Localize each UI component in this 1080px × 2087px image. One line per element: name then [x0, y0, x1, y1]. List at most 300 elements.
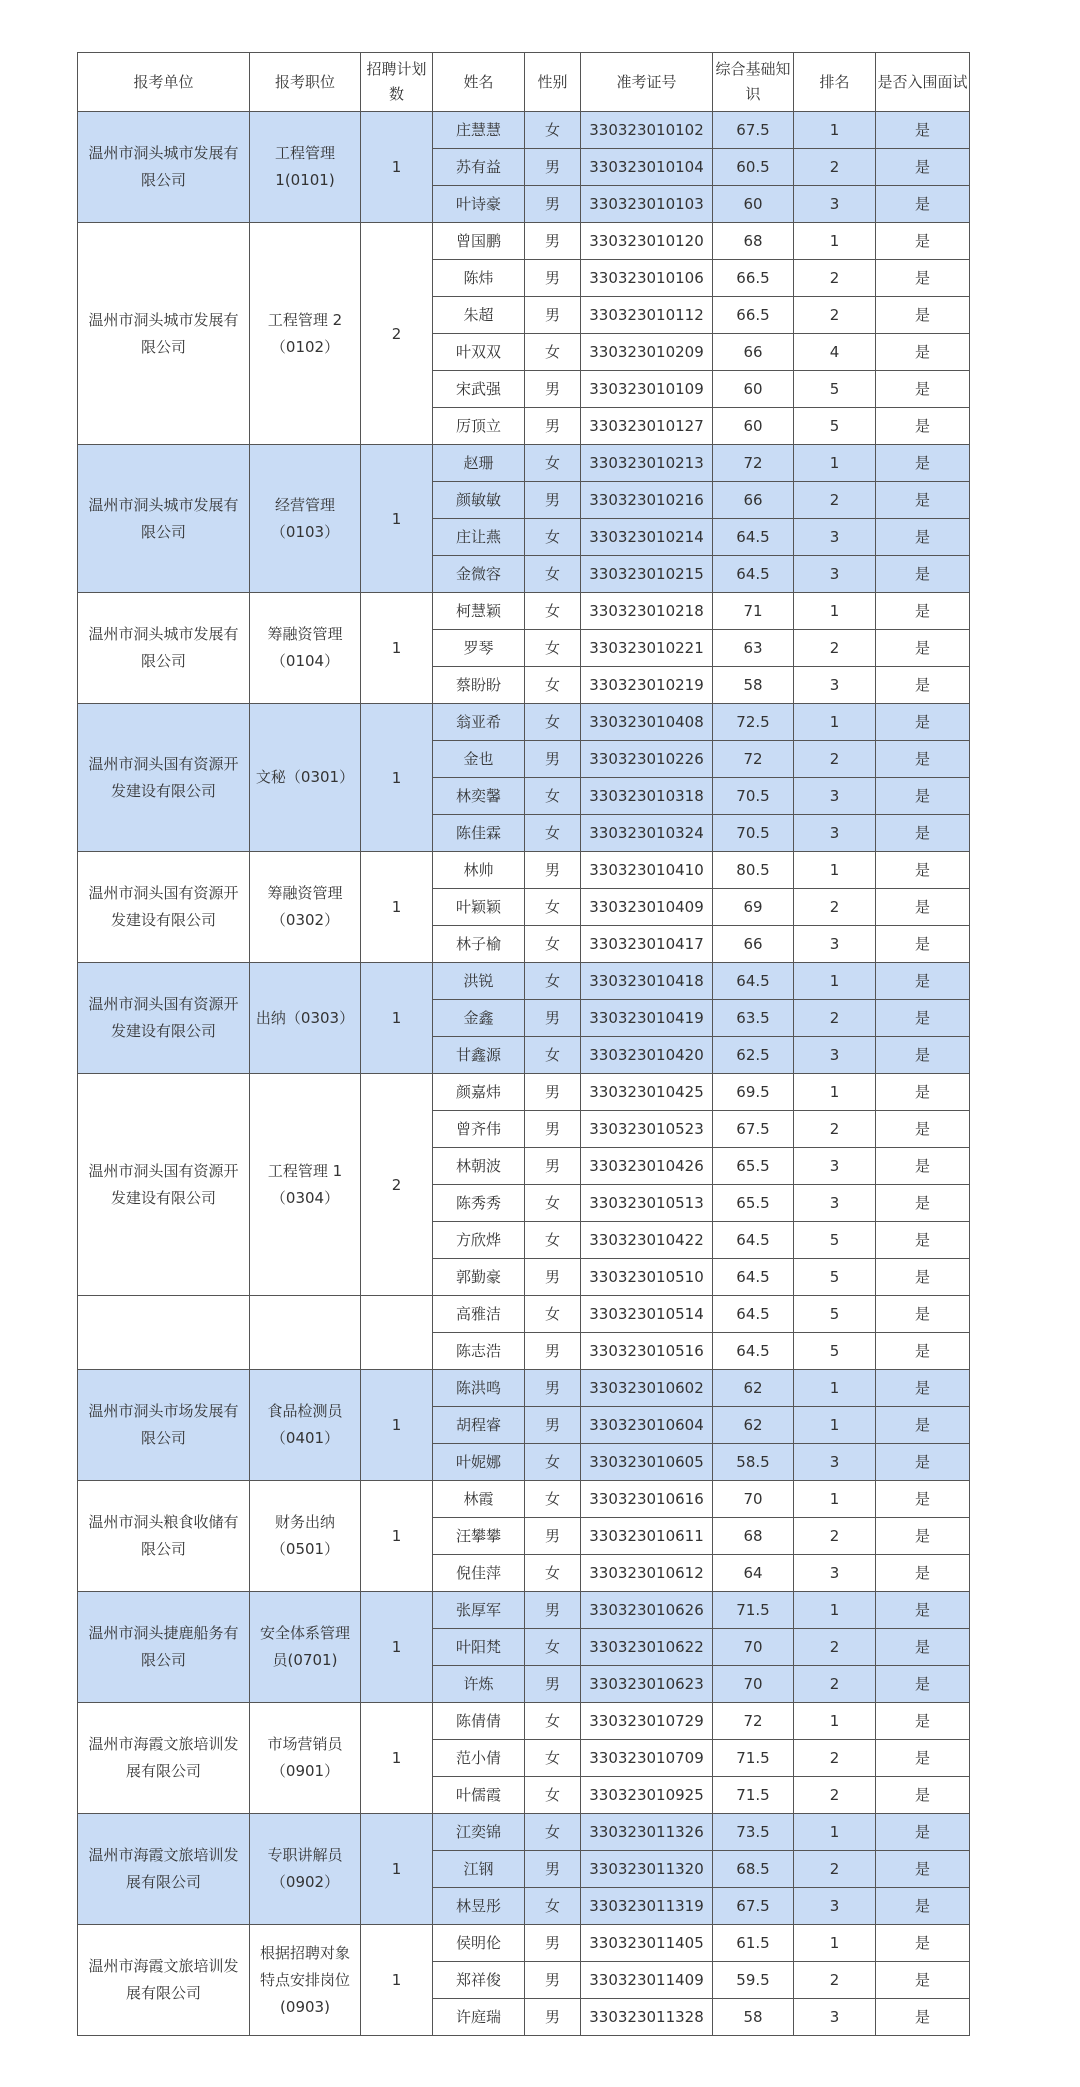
candidate-name: 许庭瑞 — [433, 1999, 525, 2036]
exam-id: 330323010226 — [581, 741, 713, 778]
gender: 女 — [525, 445, 581, 482]
score: 62.5 — [713, 1037, 794, 1074]
exam-id: 330323010218 — [581, 593, 713, 630]
rank: 3 — [794, 815, 876, 852]
rank: 3 — [794, 1555, 876, 1592]
exam-id: 330323010623 — [581, 1666, 713, 1703]
candidate-name: 叶妮娜 — [433, 1444, 525, 1481]
gender: 男 — [525, 223, 581, 260]
rank: 1 — [794, 1592, 876, 1629]
employer-unit: 温州市洞头国有资源开发建设有限公司 — [78, 1074, 250, 1296]
interview-status: 是 — [876, 1777, 970, 1814]
exam-id: 330323010213 — [581, 445, 713, 482]
gender: 男 — [525, 1259, 581, 1296]
exam-id: 330323010605 — [581, 1444, 713, 1481]
rank: 3 — [794, 186, 876, 223]
score: 72 — [713, 445, 794, 482]
plan-count: 2 — [361, 223, 433, 445]
employer-unit — [78, 1296, 250, 1370]
employer-unit: 温州市洞头国有资源开发建设有限公司 — [78, 963, 250, 1074]
candidate-name: 庄慧慧 — [433, 112, 525, 149]
score: 63.5 — [713, 1000, 794, 1037]
employer-unit: 温州市洞头城市发展有限公司 — [78, 593, 250, 704]
table-row — [78, 963, 970, 1000]
exam-id: 330323011320 — [581, 1851, 713, 1888]
candidate-name: 林朝波 — [433, 1148, 525, 1185]
header-rank: 排名 — [794, 53, 876, 112]
score: 58 — [713, 667, 794, 704]
gender: 男 — [525, 1333, 581, 1370]
exam-id: 330323010120 — [581, 223, 713, 260]
candidate-name: 胡程睿 — [433, 1407, 525, 1444]
exam-id: 330323010112 — [581, 297, 713, 334]
candidate-name: 宋武强 — [433, 371, 525, 408]
plan-count: 1 — [361, 1703, 433, 1814]
gender: 男 — [525, 1666, 581, 1703]
rank: 3 — [794, 1148, 876, 1185]
rank: 2 — [794, 1629, 876, 1666]
candidate-name: 陈倩倩 — [433, 1703, 525, 1740]
interview-status: 是 — [876, 1222, 970, 1259]
table-row — [78, 223, 970, 260]
header-exam-id: 准考证号 — [581, 53, 713, 112]
job-post: 出纳（0303） — [250, 963, 361, 1074]
gender: 女 — [525, 815, 581, 852]
interview-status: 是 — [876, 1481, 970, 1518]
rank: 3 — [794, 926, 876, 963]
gender: 女 — [525, 1703, 581, 1740]
score: 64.5 — [713, 519, 794, 556]
score: 62 — [713, 1370, 794, 1407]
gender: 女 — [525, 1740, 581, 1777]
employer-unit: 温州市洞头国有资源开发建设有限公司 — [78, 852, 250, 963]
employer-unit: 温州市洞头城市发展有限公司 — [78, 223, 250, 445]
table-row — [78, 704, 970, 741]
rank: 2 — [794, 1000, 876, 1037]
exam-id: 330323010426 — [581, 1148, 713, 1185]
header-post: 报考职位 — [250, 53, 361, 112]
candidate-name: 庄让燕 — [433, 519, 525, 556]
interview-status: 是 — [876, 1407, 970, 1444]
rank: 2 — [794, 1851, 876, 1888]
score: 64.5 — [713, 1222, 794, 1259]
candidate-name: 林帅 — [433, 852, 525, 889]
gender: 男 — [525, 1999, 581, 2036]
job-post: 工程管理1(0101) — [250, 112, 361, 223]
table-row — [78, 1814, 970, 1851]
interview-status: 是 — [876, 1037, 970, 1074]
candidate-name: 金微容 — [433, 556, 525, 593]
candidate-name: 郑祥俊 — [433, 1962, 525, 1999]
score: 71 — [713, 593, 794, 630]
candidate-name: 林奕馨 — [433, 778, 525, 815]
exam-id: 330323011405 — [581, 1925, 713, 1962]
exam-id: 330323010514 — [581, 1296, 713, 1333]
exam-id: 330323010622 — [581, 1629, 713, 1666]
rank: 1 — [794, 852, 876, 889]
candidate-name: 苏有益 — [433, 149, 525, 186]
interview-status: 是 — [876, 1703, 970, 1740]
candidate-name: 罗琴 — [433, 630, 525, 667]
candidate-name: 陈秀秀 — [433, 1185, 525, 1222]
employer-unit: 温州市洞头捷鹿船务有限公司 — [78, 1592, 250, 1703]
candidate-name: 颜敏敏 — [433, 482, 525, 519]
candidate-name: 厉顶立 — [433, 408, 525, 445]
exam-id: 330323010513 — [581, 1185, 713, 1222]
exam-id: 330323010214 — [581, 519, 713, 556]
rank: 1 — [794, 445, 876, 482]
table-row — [78, 1296, 970, 1333]
candidate-name: 林昱彤 — [433, 1888, 525, 1925]
exam-id: 330323010318 — [581, 778, 713, 815]
rank: 2 — [794, 630, 876, 667]
job-post: 筹融资管理（0302） — [250, 852, 361, 963]
interview-status: 是 — [876, 1962, 970, 1999]
score: 62 — [713, 1407, 794, 1444]
gender: 男 — [525, 1111, 581, 1148]
gender: 男 — [525, 371, 581, 408]
gender: 男 — [525, 1925, 581, 1962]
candidate-name: 陈洪鸣 — [433, 1370, 525, 1407]
exam-id: 330323010420 — [581, 1037, 713, 1074]
rank: 1 — [794, 1925, 876, 1962]
exam-id: 330323011409 — [581, 1962, 713, 1999]
gender: 男 — [525, 1074, 581, 1111]
rank: 5 — [794, 1222, 876, 1259]
plan-count: 1 — [361, 852, 433, 963]
score: 71.5 — [713, 1740, 794, 1777]
table-row — [78, 1925, 970, 1962]
score: 71.5 — [713, 1777, 794, 1814]
candidate-name: 叶儒霞 — [433, 1777, 525, 1814]
rank: 1 — [794, 1407, 876, 1444]
job-post: 安全体系管理员(0701) — [250, 1592, 361, 1703]
gender: 男 — [525, 260, 581, 297]
candidate-name: 陈志浩 — [433, 1333, 525, 1370]
score: 66 — [713, 926, 794, 963]
exam-id: 330323010709 — [581, 1740, 713, 1777]
score: 70.5 — [713, 815, 794, 852]
interview-status: 是 — [876, 1814, 970, 1851]
plan-count: 1 — [361, 1481, 433, 1592]
interview-status: 是 — [876, 1000, 970, 1037]
employer-unit: 温州市洞头城市发展有限公司 — [78, 112, 250, 223]
gender: 女 — [525, 334, 581, 371]
rank: 1 — [794, 1074, 876, 1111]
interview-status: 是 — [876, 1259, 970, 1296]
interview-status: 是 — [876, 630, 970, 667]
employer-unit: 温州市洞头国有资源开发建设有限公司 — [78, 704, 250, 852]
table-row — [78, 445, 970, 482]
candidate-name: 侯明伦 — [433, 1925, 525, 1962]
exam-id: 330323010324 — [581, 815, 713, 852]
rank: 2 — [794, 1111, 876, 1148]
gender: 女 — [525, 1037, 581, 1074]
interview-status: 是 — [876, 1333, 970, 1370]
score: 60 — [713, 186, 794, 223]
score: 65.5 — [713, 1148, 794, 1185]
table-row — [78, 1481, 970, 1518]
gender: 女 — [525, 112, 581, 149]
interview-status: 是 — [876, 445, 970, 482]
interview-status: 是 — [876, 1111, 970, 1148]
score: 60.5 — [713, 149, 794, 186]
exam-id: 330323010604 — [581, 1407, 713, 1444]
candidate-name: 叶双双 — [433, 334, 525, 371]
header-unit: 报考单位 — [78, 53, 250, 112]
candidate-name: 叶阳梵 — [433, 1629, 525, 1666]
candidate-name: 江奕锦 — [433, 1814, 525, 1851]
gender: 男 — [525, 1000, 581, 1037]
exam-id: 330323010216 — [581, 482, 713, 519]
exam-id: 330323010602 — [581, 1370, 713, 1407]
exam-id: 330323010221 — [581, 630, 713, 667]
rank: 3 — [794, 1037, 876, 1074]
score: 68.5 — [713, 1851, 794, 1888]
candidate-name: 赵珊 — [433, 445, 525, 482]
rank: 2 — [794, 1666, 876, 1703]
rank: 2 — [794, 1777, 876, 1814]
exam-id: 330323010103 — [581, 186, 713, 223]
exam-id: 330323011326 — [581, 1814, 713, 1851]
employer-unit: 温州市洞头粮食收储有限公司 — [78, 1481, 250, 1592]
plan-count: 2 — [361, 1074, 433, 1296]
score: 64.5 — [713, 556, 794, 593]
candidate-name: 汪攀攀 — [433, 1518, 525, 1555]
score: 60 — [713, 371, 794, 408]
interview-status: 是 — [876, 704, 970, 741]
rank: 1 — [794, 1370, 876, 1407]
interview-status: 是 — [876, 260, 970, 297]
gender: 女 — [525, 1777, 581, 1814]
gender: 女 — [525, 1814, 581, 1851]
exam-id: 330323010523 — [581, 1111, 713, 1148]
interview-status: 是 — [876, 149, 970, 186]
interview-status: 是 — [876, 1555, 970, 1592]
rank: 3 — [794, 519, 876, 556]
gender: 男 — [525, 1851, 581, 1888]
interview-status: 是 — [876, 1148, 970, 1185]
table-body — [78, 112, 970, 2036]
score: 69 — [713, 889, 794, 926]
interview-status: 是 — [876, 778, 970, 815]
score: 66.5 — [713, 297, 794, 334]
exam-id: 330323010410 — [581, 852, 713, 889]
rank: 1 — [794, 963, 876, 1000]
score: 66.5 — [713, 260, 794, 297]
rank: 1 — [794, 1703, 876, 1740]
candidate-name: 翁亚希 — [433, 704, 525, 741]
exam-id: 330323010104 — [581, 149, 713, 186]
candidate-name: 高雅洁 — [433, 1296, 525, 1333]
plan-count: 1 — [361, 704, 433, 852]
candidate-name: 许炼 — [433, 1666, 525, 1703]
gender: 男 — [525, 297, 581, 334]
exam-id: 330323010616 — [581, 1481, 713, 1518]
rank: 3 — [794, 667, 876, 704]
interview-status: 是 — [876, 112, 970, 149]
candidate-name: 林霞 — [433, 1481, 525, 1518]
interview-status: 是 — [876, 593, 970, 630]
candidate-name: 张厚军 — [433, 1592, 525, 1629]
interview-status: 是 — [876, 1518, 970, 1555]
plan-count: 1 — [361, 963, 433, 1074]
header-interview: 是否入围面试 — [876, 53, 970, 112]
score: 68 — [713, 223, 794, 260]
rank: 5 — [794, 1296, 876, 1333]
rank: 1 — [794, 1814, 876, 1851]
rank: 2 — [794, 482, 876, 519]
gender: 女 — [525, 778, 581, 815]
exam-id: 330323010925 — [581, 1777, 713, 1814]
exam-id: 330323010611 — [581, 1518, 713, 1555]
candidate-name: 陈佳霖 — [433, 815, 525, 852]
gender: 女 — [525, 963, 581, 1000]
rank: 2 — [794, 1518, 876, 1555]
score: 70 — [713, 1666, 794, 1703]
candidate-name: 朱超 — [433, 297, 525, 334]
gender: 男 — [525, 741, 581, 778]
interview-status: 是 — [876, 1370, 970, 1407]
candidate-name: 颜嘉炜 — [433, 1074, 525, 1111]
exam-id: 330323010417 — [581, 926, 713, 963]
exam-id: 330323010409 — [581, 889, 713, 926]
header-name: 姓名 — [433, 53, 525, 112]
candidate-name: 郭勤豪 — [433, 1259, 525, 1296]
rank: 2 — [794, 149, 876, 186]
score: 70 — [713, 1481, 794, 1518]
exam-id: 330323010516 — [581, 1333, 713, 1370]
score: 71.5 — [713, 1592, 794, 1629]
candidate-name: 金鑫 — [433, 1000, 525, 1037]
rank: 2 — [794, 889, 876, 926]
exam-id: 330323010729 — [581, 1703, 713, 1740]
score: 58 — [713, 1999, 794, 2036]
interview-status: 是 — [876, 667, 970, 704]
exam-id: 330323010612 — [581, 1555, 713, 1592]
score: 67.5 — [713, 1111, 794, 1148]
exam-id: 330323010418 — [581, 963, 713, 1000]
plan-count: 1 — [361, 112, 433, 223]
gender: 女 — [525, 630, 581, 667]
table-row — [78, 1703, 970, 1740]
interview-status: 是 — [876, 1074, 970, 1111]
exam-id: 330323010422 — [581, 1222, 713, 1259]
exam-id: 330323010510 — [581, 1259, 713, 1296]
rank: 2 — [794, 260, 876, 297]
gender: 男 — [525, 1148, 581, 1185]
rank: 3 — [794, 1888, 876, 1925]
interview-status: 是 — [876, 334, 970, 371]
plan-count: 1 — [361, 445, 433, 593]
interview-status: 是 — [876, 741, 970, 778]
score: 61.5 — [713, 1925, 794, 1962]
gender: 女 — [525, 1555, 581, 1592]
gender: 男 — [525, 1518, 581, 1555]
exam-id: 330323010219 — [581, 667, 713, 704]
candidate-name: 叶诗豪 — [433, 186, 525, 223]
employer-unit: 温州市海霞文旅培训发展有限公司 — [78, 1703, 250, 1814]
gender: 女 — [525, 1296, 581, 1333]
rank: 2 — [794, 297, 876, 334]
candidate-name: 金也 — [433, 741, 525, 778]
exam-id: 330323010215 — [581, 556, 713, 593]
rank: 1 — [794, 1481, 876, 1518]
rank: 5 — [794, 408, 876, 445]
score: 64.5 — [713, 1259, 794, 1296]
exam-id: 330323010127 — [581, 408, 713, 445]
rank: 3 — [794, 778, 876, 815]
gender: 男 — [525, 186, 581, 223]
plan-count: 1 — [361, 1592, 433, 1703]
employer-unit: 温州市海霞文旅培训发展有限公司 — [78, 1814, 250, 1925]
interview-status: 是 — [876, 186, 970, 223]
gender: 女 — [525, 667, 581, 704]
rank: 3 — [794, 1999, 876, 2036]
job-post: 专职讲解员（0902） — [250, 1814, 361, 1925]
score: 67.5 — [713, 1888, 794, 1925]
exam-id: 330323010209 — [581, 334, 713, 371]
gender: 女 — [525, 926, 581, 963]
score: 64 — [713, 1555, 794, 1592]
gender: 女 — [525, 1629, 581, 1666]
interview-status: 是 — [876, 889, 970, 926]
candidate-name: 柯慧颖 — [433, 593, 525, 630]
rank: 4 — [794, 334, 876, 371]
job-post: 食品检测员（0401） — [250, 1370, 361, 1481]
exam-id: 330323010102 — [581, 112, 713, 149]
candidates-table — [77, 52, 970, 2036]
candidate-name: 林子榆 — [433, 926, 525, 963]
candidate-name: 洪锐 — [433, 963, 525, 1000]
score: 63 — [713, 630, 794, 667]
interview-status: 是 — [876, 852, 970, 889]
interview-status: 是 — [876, 519, 970, 556]
interview-status: 是 — [876, 482, 970, 519]
interview-status: 是 — [876, 1999, 970, 2036]
gender: 女 — [525, 519, 581, 556]
employer-unit: 温州市海霞文旅培训发展有限公司 — [78, 1925, 250, 2036]
gender: 女 — [525, 1185, 581, 1222]
score: 80.5 — [713, 852, 794, 889]
job-post: 工程管理 2（0102） — [250, 223, 361, 445]
gender: 女 — [525, 1444, 581, 1481]
exam-id: 330323010408 — [581, 704, 713, 741]
table-row — [78, 593, 970, 630]
interview-status: 是 — [876, 223, 970, 260]
header-row — [78, 53, 970, 112]
rank: 2 — [794, 1740, 876, 1777]
rank: 3 — [794, 1185, 876, 1222]
exam-id: 330323011319 — [581, 1888, 713, 1925]
interview-status: 是 — [876, 1444, 970, 1481]
rank: 1 — [794, 593, 876, 630]
gender: 男 — [525, 852, 581, 889]
score: 59.5 — [713, 1962, 794, 1999]
rank: 1 — [794, 223, 876, 260]
score: 67.5 — [713, 112, 794, 149]
plan-count: 1 — [361, 1814, 433, 1925]
score: 66 — [713, 334, 794, 371]
job-post: 文秘（0301） — [250, 704, 361, 852]
job-post: 市场营销员（0901） — [250, 1703, 361, 1814]
rank: 5 — [794, 371, 876, 408]
rank: 2 — [794, 741, 876, 778]
candidate-name: 范小倩 — [433, 1740, 525, 1777]
candidate-name: 叶颖颖 — [433, 889, 525, 926]
job-post: 筹融资管理（0104） — [250, 593, 361, 704]
job-post: 根据招聘对象特点安排岗位(0903) — [250, 1925, 361, 2036]
